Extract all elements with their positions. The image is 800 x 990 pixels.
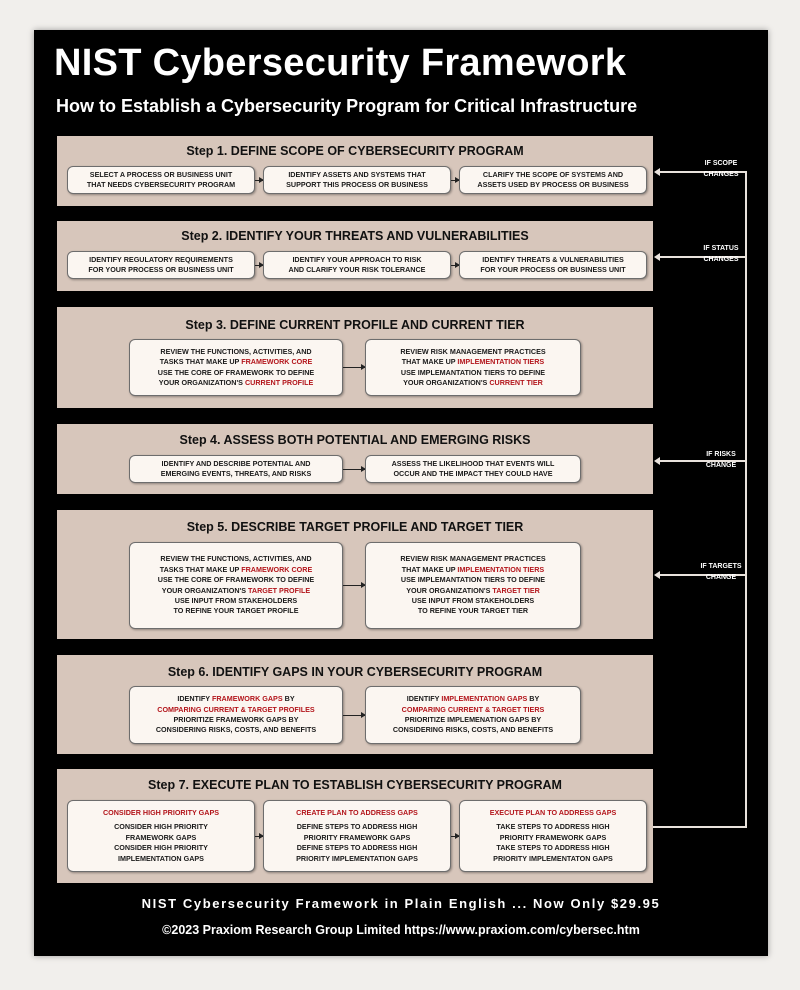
step-4-box-2 bbox=[365, 455, 581, 483]
step-3-panel bbox=[57, 307, 653, 408]
step-2-title: Step 2. IDENTIFY YOUR THREATS AND VULNERABILITIES bbox=[181, 229, 529, 243]
step-7-title: Step 7. EXECUTE PLAN TO ESTABLISH CYBERSECURITY PROGRAM bbox=[148, 778, 562, 792]
copyright-text: ©2023 Praxiom Research Group Limited https://www.praxiom.com/cybersec.htm bbox=[162, 923, 640, 937]
step-5-panel bbox=[57, 510, 653, 639]
flow-arrow bbox=[343, 367, 365, 368]
box-text: SELECT A PROCESS OR BUSINESS UNIT bbox=[89, 169, 233, 179]
box-text: THAT MAKE UP IMPLEMENTATION TIERS bbox=[401, 357, 545, 367]
box-heading: EXECUTE PLAN TO ADDRESS GAPS bbox=[489, 807, 617, 817]
box-text: USE INPUT FROM STAKEHOLDERS bbox=[411, 595, 535, 605]
feedback-label-status: IF STATUS CHANGES bbox=[703, 245, 739, 263]
box-text: USE THE CORE OF FRAMEWORK TO DEFINE bbox=[157, 367, 315, 377]
box-text: TO REFINE YOUR TARGET TIER bbox=[417, 606, 529, 616]
step-3-box-2 bbox=[365, 339, 581, 396]
flow-arrow bbox=[451, 836, 459, 837]
box-text: PRIORITY FRAMEWORK GAPS bbox=[499, 832, 607, 842]
box-text: CONSIDER HIGH PRIORITY bbox=[114, 843, 208, 853]
box-text: PRIORITY FRAMEWORK GAPS bbox=[303, 832, 411, 842]
step-7-box-3 bbox=[459, 800, 647, 872]
box-text: USE IMPLEMANTATION TIERS TO DEFINE bbox=[400, 575, 546, 585]
box-text: IDENTIFY AND DESCRIBE POTENTIAL AND bbox=[161, 458, 311, 468]
step-3-title: Step 3. DEFINE CURRENT PROFILE AND CURRENT TIER bbox=[185, 318, 525, 332]
box-text: TO REFINE YOUR TARGET PROFILE bbox=[173, 606, 299, 616]
feedback-label-risks: IF RISKS CHANGE bbox=[705, 451, 737, 469]
feedback-loop-line bbox=[745, 171, 747, 827]
box-text: ASSETS USED BY PROCESS OR BUSINESS bbox=[477, 180, 629, 189]
box-text: USE THE CORE OF FRAMEWORK TO DEFINE bbox=[157, 575, 315, 585]
box-text: YOUR ORGANIZATION'S CURRENT PROFILE bbox=[158, 377, 314, 387]
box-text: USE IMPLEMANTATION TIERS TO DEFINE bbox=[400, 367, 546, 377]
box-text: THAT MAKE UP IMPLEMENTATION TIERS bbox=[401, 564, 545, 574]
box-text: THAT NEEDS CYBERSECURITY PROGRAM bbox=[86, 180, 236, 189]
flow-arrow bbox=[255, 836, 263, 837]
step-7-panel bbox=[57, 769, 653, 883]
box-text: REVIEW THE FUNCTIONS, ACTIVITIES, AND bbox=[160, 346, 312, 356]
poster bbox=[34, 30, 768, 956]
box-text: AND CLARIFY YOUR RISK TOLERANCE bbox=[288, 265, 426, 274]
box-text: IDENTIFY THREATS & VULNERABILITIES bbox=[482, 254, 624, 264]
box-text: FOR YOUR PROCESS OR BUSINESS UNIT bbox=[480, 265, 626, 274]
step-6-box-2 bbox=[365, 686, 581, 744]
feedback-loop-bottom bbox=[653, 826, 747, 828]
box-text: PRIORITY IMPLEMENTATON GAPS bbox=[493, 853, 613, 863]
box-text: YOUR ORGANIZATION'S CURRENT TIER bbox=[403, 377, 543, 387]
box-text: TASKS THAT MAKE UP FRAMEWORK CORE bbox=[159, 564, 313, 574]
page-title: NIST Cybersecurity Framework bbox=[54, 42, 627, 84]
box-text: FRAMEWORK GAPS bbox=[125, 832, 197, 842]
step-2-box-2 bbox=[263, 251, 451, 279]
step-4-title: Step 4. ASSESS BOTH POTENTIAL AND EMERGING RISKS bbox=[179, 433, 531, 447]
flow-arrow bbox=[255, 265, 263, 266]
flow-arrow bbox=[343, 715, 365, 716]
box-text: REVIEW RISK MANAGEMENT PRACTICES bbox=[400, 554, 546, 564]
step-5-box-2 bbox=[365, 542, 581, 629]
box-text: IMPLEMENTATION GAPS bbox=[118, 853, 204, 863]
box-text: IDENTIFY FRAMEWORK GAPS BY bbox=[177, 694, 295, 704]
flow-arrow bbox=[255, 180, 263, 181]
box-text: IDENTIFY YOUR APPROACH TO RISK bbox=[292, 254, 422, 264]
box-text: REVIEW THE FUNCTIONS, ACTIVITIES, AND bbox=[160, 554, 312, 564]
step-1-panel bbox=[57, 136, 653, 206]
box-text: SUPPORT THIS PROCESS OR BUSINESS bbox=[286, 180, 428, 189]
page-subtitle: How to Establish a Cybersecurity Program for Critical Infrastructure bbox=[56, 96, 638, 116]
box-text: COMPARING CURRENT & TARGET TIERS bbox=[401, 704, 545, 714]
box-text: CLARIFY THE SCOPE OF SYSTEMS AND bbox=[482, 169, 624, 179]
box-text: IDENTIFY IMPLEMENTATION GAPS BY bbox=[406, 694, 540, 704]
box-text: USE INPUT FROM STAKEHOLDERS bbox=[174, 595, 298, 605]
box-text: DEFINE STEPS TO ADDRESS HIGH bbox=[296, 843, 418, 853]
step-1-title: Step 1. DEFINE SCOPE OF CYBERSECURITY PROGRAM bbox=[186, 144, 524, 158]
feedback-label-scope: IF SCOPE CHANGES bbox=[703, 160, 739, 178]
box-text: FOR YOUR PROCESS OR BUSINESS UNIT bbox=[88, 265, 234, 274]
box-text: EMERGING EVENTS, THREATS, AND RISKS bbox=[160, 469, 312, 478]
box-text: PRIORITY IMPLEMENTATION GAPS bbox=[296, 853, 418, 863]
step-1-box-2 bbox=[263, 166, 451, 194]
box-text: REVIEW RISK MANAGEMENT PRACTICES bbox=[400, 346, 546, 356]
step-1-box-3 bbox=[459, 166, 647, 194]
step-3-box-1 bbox=[129, 339, 343, 396]
step-5-box-1 bbox=[129, 542, 343, 629]
box-text: ASSESS THE LIKELIHOOD THAT EVENTS WILL bbox=[391, 458, 555, 468]
box-text: PRIORITIZE IMPLEMENATION GAPS BY bbox=[404, 715, 542, 724]
box-text: TAKE STEPS TO ADDRESS HIGH bbox=[496, 822, 610, 832]
box-text: IDENTIFY ASSETS AND SYSTEMS THAT bbox=[288, 169, 426, 179]
step-5-title: Step 5. DESCRIBE TARGET PROFILE AND TARGET TIER bbox=[186, 520, 524, 534]
box-text: COMPARING CURRENT & TARGET PROFILES bbox=[157, 704, 315, 714]
box-text: OCCUR AND THE IMPACT THEY COULD HAVE bbox=[393, 469, 553, 478]
step-6-panel bbox=[57, 655, 653, 754]
feedback-label-targets: IF TARGETS CHANGE bbox=[700, 563, 742, 581]
step-6-title: Step 6. IDENTIFY GAPS IN YOUR CYBERSECURITY PROGRAM bbox=[167, 665, 543, 679]
step-4-box-1 bbox=[129, 455, 343, 483]
box-text: DEFINE STEPS TO ADDRESS HIGH bbox=[296, 822, 418, 832]
box-text: IDENTIFY REGULATORY REQUIREMENTS bbox=[89, 254, 233, 264]
box-heading: CREATE PLAN TO ADDRESS GAPS bbox=[296, 807, 418, 817]
box-heading: CONSIDER HIGH PRIORITY GAPS bbox=[102, 807, 220, 817]
flow-arrow bbox=[451, 180, 459, 181]
step-2-panel bbox=[57, 221, 653, 291]
box-text: YOUR ORGANIZATION'S TARGET TIER bbox=[406, 585, 540, 595]
step-2-box-1 bbox=[67, 251, 255, 279]
flow-arrow bbox=[343, 469, 365, 470]
step-1-box-1 bbox=[67, 166, 255, 194]
flow-arrow bbox=[451, 265, 459, 266]
box-text: CONSIDERING RISKS, COSTS, AND BENEFITS bbox=[392, 725, 554, 735]
step-4-panel bbox=[57, 424, 653, 494]
box-text: TAKE STEPS TO ADDRESS HIGH bbox=[496, 843, 610, 853]
box-text: PRIORITIZE FRAMEWORK GAPS BY bbox=[173, 715, 299, 724]
step-7-box-2 bbox=[263, 800, 451, 872]
box-text: YOUR ORGANIZATION'S TARGET PROFILE bbox=[161, 585, 311, 595]
box-text: CONSIDER HIGH PRIORITY bbox=[114, 822, 208, 832]
flow-arrow bbox=[343, 585, 365, 586]
box-text: TASKS THAT MAKE UP FRAMEWORK CORE bbox=[159, 357, 313, 367]
box-text: CONSIDERING RISKS, COSTS, AND BENEFITS bbox=[155, 725, 317, 735]
step-2-box-3 bbox=[459, 251, 647, 279]
step-6-box-1 bbox=[129, 686, 343, 744]
promo-text: NIST Cybersecurity Framework in Plain English ... Now Only $29.95 bbox=[141, 896, 661, 911]
step-7-box-1 bbox=[67, 800, 255, 872]
